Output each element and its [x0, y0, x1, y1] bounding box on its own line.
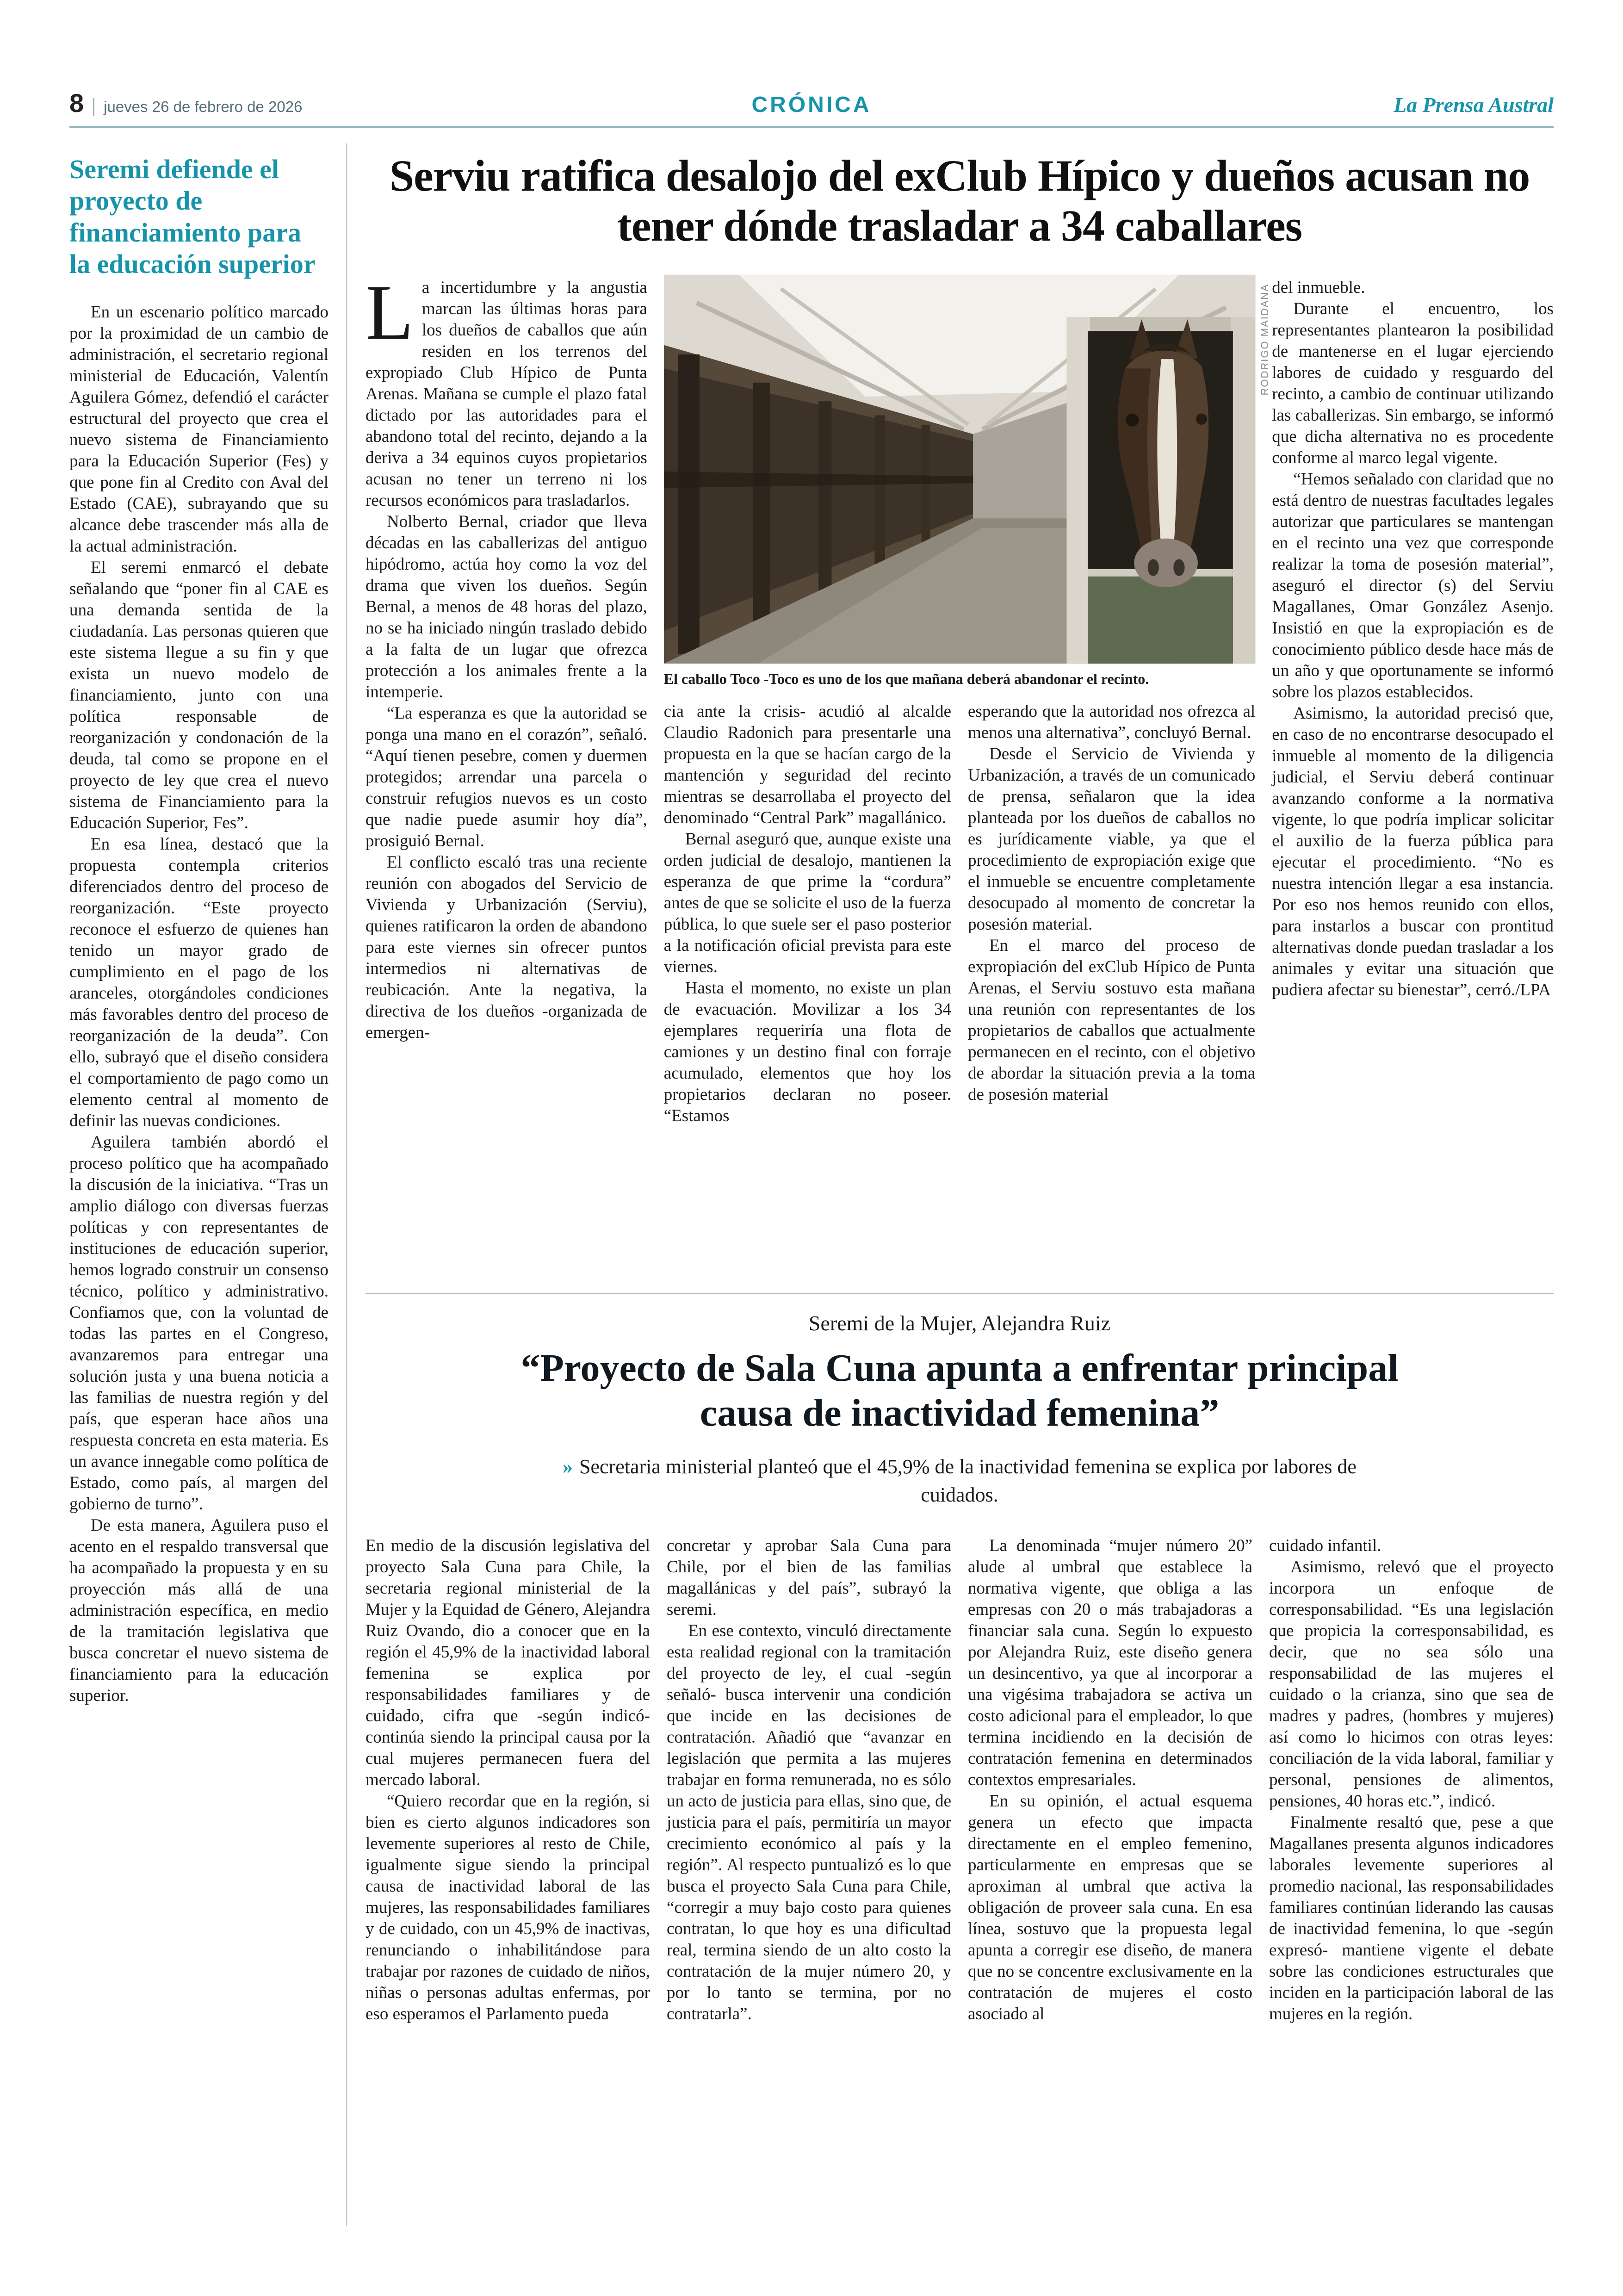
paragraph: Hasta el momento, no existe un plan de evacuación. Movilizar a los 34 ejemplares requeriría una flota de camiones y un destino final con forraje acumulado, elementos que hoy los propietarios declaran no poseer. “Estamos — [663, 978, 951, 1125]
header-rule — [69, 126, 1554, 128]
paragraph: En un escenario político marcado por la proximidad de un cambio de administración, el secretario regional ministerial de Educación, Valentín Aguilera Gómez, defendió el carácter estructural del proyecto que crea el nuevo sistema de Financiamiento para la Educación Superior (Fes) y que pone fin al Credito con Aval del Estado (CAE), subrayando que su alcance debe trascender más alla de la actual administración. — [69, 302, 328, 556]
section-title: CRÓNICA — [751, 93, 872, 117]
paragraph: “La esperanza es que la autoridad se ponga una mano en el corazón”, señaló. “Aquí tienen pesebre, comen y duermen protegidos; arrendar una parcela o construir refugios nuevos es un costo que nadie puede asumir hoy día”, prosiguió Bernal. — [365, 703, 647, 850]
paragraph: El seremi enmarcó el debate señalando que “poner fin al CAE es una demanda sentida de la ciudadanía. Las personas quieren que este sistema llegue a su fin y que exista un nuevo modelo de financiamiento, junto con una política responsable de reorganización y condonación de la deuda, tal como se propone en el proyecto de ley que crea el nuevo sistema de Financiamiento para la Educación Superior, Fes”. — [69, 558, 328, 832]
paragraph: cuidado infantil. — [1269, 1536, 1381, 1555]
article-divider — [365, 1293, 1554, 1294]
paragraph: En su opinión, el actual esquema genera un efecto que impacta directamente en el empleo femenino, particularmente en empresas que se aproximan al umbral que activa la obligación de proveer sala cuna. En esa línea, sostuvo que la propuesta legal apunta a corregir ese diseño, de manera que no se concentre exclusivamente en la contratación de mujeres el costo asociado al — [968, 1792, 1252, 2023]
paragraph: Asimismo, relevó que el proyecto incorpora un enfoque de corresponsabilidad. “Es una legislación que propicia la corresponsabilidad, es decir, que no sea sólo una responsabilidad de las mujeres el cuidado o la crianza, sino que sea de madres y padres, (hombres y mujeres) así como lo hicimos con otras leyes: conciliación de la vida laboral, familiar y personal, pensiones de alimentos, pensiones, 40 horas etc.”, indicó. — [1269, 1558, 1554, 1811]
paragraph: Bernal aseguró que, aunque existe una orden judicial de desalojo, mantienen la esperanza de que prime la “cordura” antes de que se solicite el uso de la fuerza pública, lo que suele ser el paso posterior a la notificación oficial prevista para este viernes. — [663, 829, 951, 976]
paragraph: Desde el Servicio de Vivienda y Urbanización, a través de un comunicado de prensa, señalaron que la idea planteada por los dueños de caballos no es jurídicamente viable, ya que el procedimiento de expropiación exige que el inmueble se encuentre completamente desocupado al momento de concretar la posesión material. — [968, 744, 1256, 934]
paragraph: Asimismo, la autoridad precisó que, en caso de no encontrarse desocupado el inmueble al momento de la diligencia judicial, el Serviu deberá continuar avanzando conforme a la normativa vigente, lo que podría implicar solicitar el auxilio de la fuerza pública para ejecutar el procedimiento. “No es nuestra intención llegar a esa instancia. Por eso nos hemos reunido con ellos, para instarlos a buscar con prontitud alternativas donde puedan trasladar a los animales y evitar una situación que pudiera afectar su bienestar”, cerró./LPA — [1272, 703, 1554, 999]
main-headline: Serviu ratifica desalojo del exClub Hípico y dueños acusan no tener dónde trasladar a 34 caballares — [389, 151, 1530, 251]
deck-text: Secretaria ministerial planteó que el 45,9% de la inactividad femenina se explica por labores de cuidados. — [579, 1455, 1357, 1507]
main-area — [347, 143, 1554, 2226]
paragraph: “Quiero recordar que en la región, si bien es cierto algunos indicadores son levemente superiores al resto de Chile, igualmente sigue siendo la principal causa de inactividad laboral de las mujeres, las responsabilidades familiares y de cuidado, con un 45,9% de inactivas, renunciando o inhabilitándose para trabajar por razones de cuidado de niños, niñas o personas adultas enfermas, por eso esperamos el Parlamento pueda — [365, 1792, 650, 2023]
deck — [548, 1452, 1371, 1509]
article-column — [1269, 1535, 1554, 2025]
paragraph: “Hemos señalado con claridad que no está dentro de nuestras facultades legales autorizar que particulares se mantengan en el recinto una vez que corresponde realizar la toma de posesión material”, aseguró el director (s) del Serviu Magallanes, Omar González Asenjo. Insistió en que la expropiación es de conocimiento público desde hace más de un año y que oportunamente se informó sobre los plazos establecidos. — [1272, 469, 1554, 701]
masthead: La Prensa Austral — [1394, 93, 1554, 117]
article-column — [1272, 277, 1554, 1272]
article-column — [664, 701, 951, 1272]
paragraph: En medio de la discusión legislativa del proyecto Sala Cuna para Chile, la secretaria regional ministerial de la Mujer y la Equidad de Género, Alejandra Ruiz Ovando, dio a conocer que en la región el 45,9% de la inactividad laboral femenina se explica por responsabilidades familiares y de cuidado, cifra que -según indicó- continúa siendo la principal causa por la cual mujeres permanecen fuera del mercado laboral. — [365, 1536, 650, 1789]
middle-text-columns — [664, 701, 1255, 1272]
paragraph: Finalmente resaltó que, pese a que Magallanes presenta algunos indicadores laborales levemente superiores al promedio nacional, las responsabilidades familiares continúan liderando las causas de inactividad femenina, lo que -según expresó- mantiene vigente el debate sobre las condiciones estructurales que inciden en la participación laboral de las mujeres en la región. — [1269, 1813, 1554, 2023]
photo-and-columns — [663, 277, 1271, 1272]
paragraph: esperando que la autoridad nos ofrezca al menos una alternativa”, concluyó Bernal. — [968, 701, 1256, 742]
stable-horse-photo — [664, 277, 1255, 661]
left-article — [69, 143, 347, 2226]
paragraph: De esta manera, Aguilera puso el acento en el respaldo transversal que ha acompañado la propuesta y en su proyección más allá de una administración específica, en medio de la tramitación legislativa que busca concretar el nuevo sistema de financiamiento para la educación superior. — [69, 1515, 328, 1705]
paragraph: Nolberto Bernal, criador que lleva décadas en las caballerizas del antiguo hipódromo, actúa hoy como la voz del drama que viven los dueños. Según Bernal, a menos de 48 horas del plazo, no se ha iniciado ningún traslado debido a la falta de un lugar que ofrezca protección a los animales frente a la intemperie. — [365, 512, 647, 701]
main-article-body — [365, 268, 1554, 1272]
second-article — [365, 1311, 1554, 2025]
article-column — [365, 268, 647, 1272]
left-article-title: Seremi defiende el proyecto de financiamiento para la educación superior — [69, 154, 316, 279]
paragraph: El conflicto escaló tras una reciente reunión con abogados del Servicio de Vivienda y Urbanización (Serviu), quienes ratificaron la orden de abandono para este viernes sin ofrecer puntos intermedios ni alternativas de reubicación. Ante la negativa, la directiva de los dueños -organizada de emergen- — [365, 852, 647, 1042]
page-content — [69, 143, 1554, 2226]
page-header — [69, 88, 1554, 118]
photo-credit: RODRIGO MAIDANA — [1259, 283, 1271, 396]
paragraph: En esa línea, destacó que la propuesta contempla criterios diferenciados dentro del proceso de reorganización. “Este proyecto reconoce el esfuerzo de quienes han tenido un mayor grado de cumplimiento en el pago de los aranceles, otorgándoles condiciones más favorables dentro del proceso de reorganización de la deuda”. Con ello, subrayó que el diseño considera el comportamiento de pago como un elemento central al momento de definir las nuevas condiciones. — [69, 834, 328, 1130]
paragraph: En ese contexto, vinculó directamente esta realidad regional con la tramitación del proyecto de ley, el cual -según señaló- busca intervenir una condición que incide en las decisiones de contratación. Añadió que “avanzar en legislación que permita a las mujeres trabajar en forma remunerada, no es sólo un acto de justicia para ellas, sino que, de justicia para el país, permitiría un mayor crecimiento económico al país y la región”. Al respecto puntualizó es lo que busca el proyecto Sala Cuna para Chile, “corregir a muy bajo costo para quienes contratan, lo que hoy es una dificultad real, termina siendo de un alto costo la contratación de la mujer número 20, y por lo tanto se termina, por no contratarla”. — [667, 1621, 951, 2023]
paragraph: del inmueble. — [1272, 278, 1365, 297]
second-headline: “Proyecto de Sala Cuna apunta a enfrentar principal causa de inactividad femenina” — [520, 1346, 1399, 1435]
chevron-right-icon: » — [563, 1455, 573, 1478]
article-column — [968, 1535, 1252, 2025]
paragraph: La incertidumbre y la angustia marcan las últimas horas para los dueños de caballos que aún residen en los terrenos del expropiado Club Hípico de Punta Arenas. Mañana se cumple el plazo fatal dictado por las autoridades para el abandono total del recinto, dejando a la deriva a 34 equinos cuyos propietarios acusan no tener un terreno ni los recursos económicos para trasladarlos. — [365, 268, 647, 510]
page-number: 8 — [69, 88, 84, 118]
page-date: jueves 26 de febrero de 2026 — [93, 98, 302, 116]
paragraph: cia ante la crisis- acudió al alcalde Claudio Radonich para presentarle una propuesta en la que se hacían cargo de la mantención y seguridad del recinto mientras se desarrollaba el proyecto del denominado “Central Park” magallánico. — [663, 701, 951, 827]
paragraph: concretar y aprobar Sala Cuna para Chile, por el bien de las familias magallánicas y del país”, subrayó la seremi. — [667, 1536, 951, 1619]
article-column — [667, 1535, 951, 2025]
photo-caption: El caballo Toco -Toco es uno de los que mañana deberá abandonar el recinto. — [663, 670, 1149, 687]
paragraph: La denominada “mujer número 20” alude al umbral que establece la normativa vigente, que obliga a las empresas con 20 o más trabajadoras a financiar sala cuna. Según lo expuesto por Alejandra Ruiz, este diseño genera un desincentivo, ya que al incorporar a una vigésima trabajadora se activa un costo adicional para el empleador, lo que termina incidiendo en la decisión de contratación femenina en determinados contextos empresariales. — [968, 1536, 1252, 1789]
second-article-body — [365, 1535, 1554, 2025]
article-column — [968, 701, 1255, 1272]
article-column — [365, 1535, 650, 2025]
paragraph: En el marco del proceso de expropiación del exClub Hípico de Punta Arenas, el Serviu sostuvo esta mañana una reunión con representantes de los propietarios de caballos que actualmente permanecen en el recinto, con el objetivo de abordar la situación previa a la toma de posesión material — [968, 936, 1256, 1104]
header-left — [69, 88, 564, 118]
kicker: Seremi de la Mujer, Alejandra Ruiz — [808, 1311, 1111, 1335]
paragraph: Aguilera también abordó el proceso político que ha acompañado la discusión de la iniciativa. “Tras un amplio diálogo con diversas fuerzas políticas y con representantes de instituciones de educación superior, hemos logrado construir un consenso técnico, político y administrativo. Confiamos que, con la voluntad de todas las partes en el Congreso, avanzaremos para entregar una solución justa y una buena noticia a las familias de nuestra región y del país, que esperan hace años una respuesta concreta en esta materia. Es un avance innegable como política de Estado, como país, al margen del gobierno de turno”. — [69, 1132, 328, 1514]
article-photo — [663, 277, 1271, 689]
paragraph: Durante el encuentro, los representantes plantearon la posibilidad de mantenerse en el lugar ejerciendo labores de cuidado y resguardo del recinto, a cambio de continuar utilizando las caballerizas. Sin embargo, se informó que dicha alternativa no es procedente conforme al marco legal vigente. — [1272, 299, 1554, 467]
